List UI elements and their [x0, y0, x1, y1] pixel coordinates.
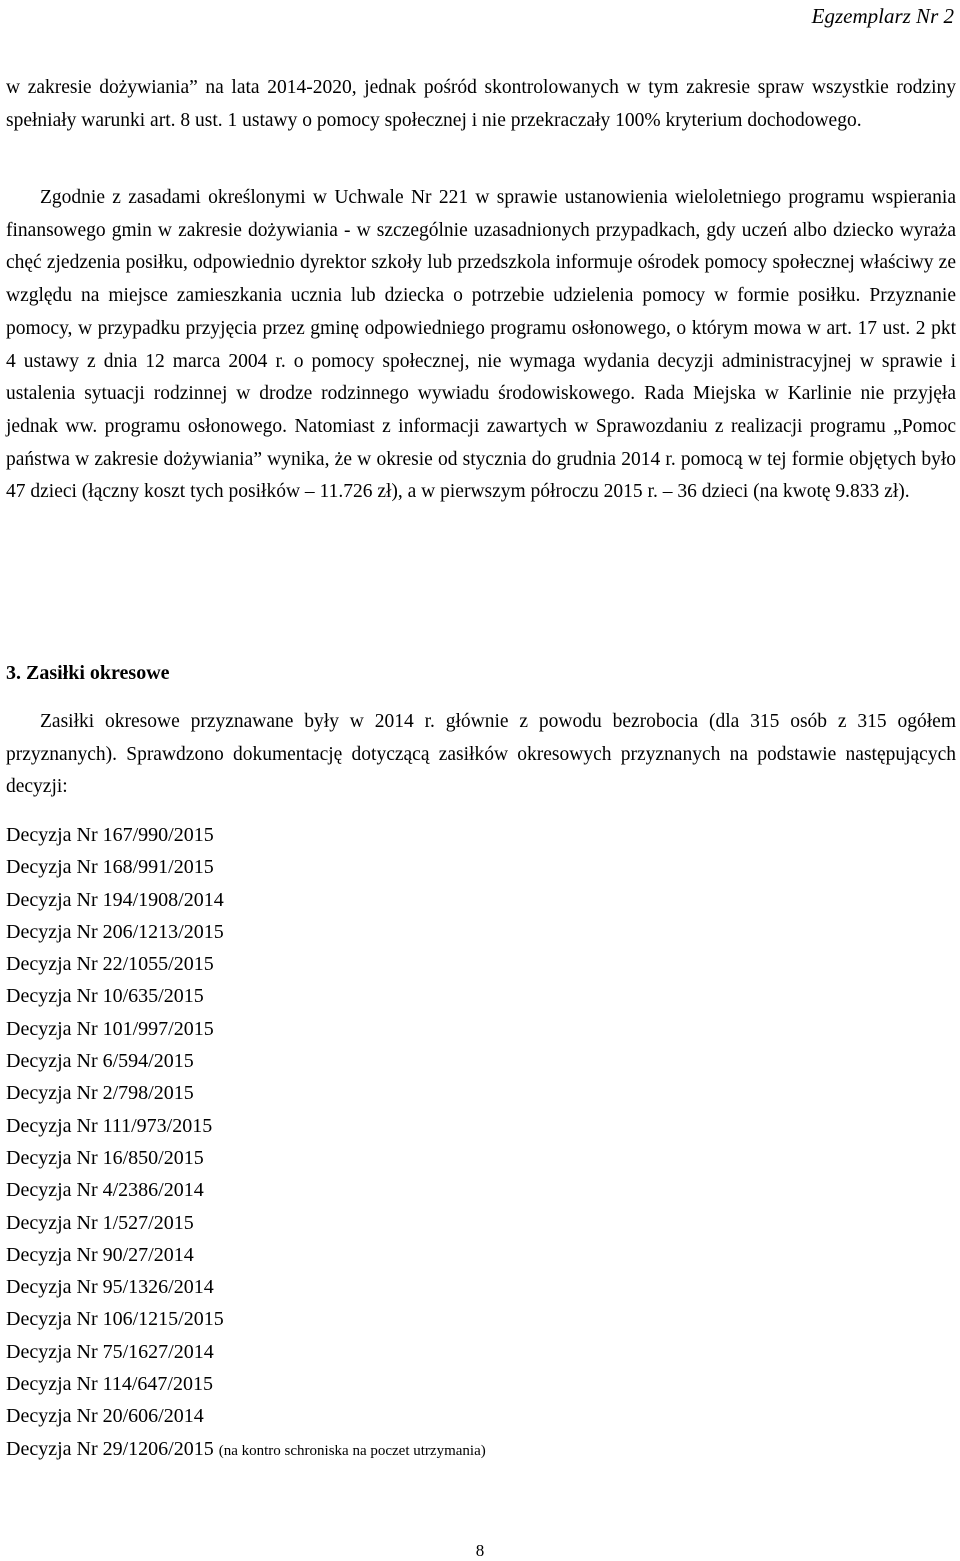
decision-number: Decyzja Nr 10/635/2015: [6, 985, 204, 1008]
copy-number-label: Egzemplarz Nr 2: [811, 4, 954, 28]
decision-item: [6, 1045, 486, 1077]
decision-item: [6, 1368, 486, 1400]
decision-number: Decyzja Nr 1/527/2015: [6, 1211, 194, 1234]
decision-number: Decyzja Nr 2/798/2015: [6, 1082, 194, 1105]
decision-note: (na kontro schroniska na poczet utrzymania): [218, 1442, 486, 1459]
decision-number: Decyzja Nr 6/594/2015: [6, 1050, 194, 1073]
decision-number: Decyzja Nr 16/850/2015: [6, 1146, 204, 1169]
decision-item: [6, 1077, 486, 1109]
decision-item: [6, 1142, 486, 1174]
decision-item: [6, 851, 486, 883]
decision-number: Decyzja Nr 29/1206/2015: [6, 1437, 214, 1460]
decision-item: [6, 1207, 486, 1239]
decision-number: Decyzja Nr 75/1627/2014: [6, 1340, 214, 1363]
decision-number: Decyzja Nr 206/1213/2015: [6, 920, 224, 943]
section-heading: 3. Zasiłki okresowe: [6, 662, 170, 684]
decision-item: [6, 980, 486, 1012]
decision-item: [6, 916, 486, 948]
decision-item: [6, 1303, 486, 1335]
decision-item: [6, 1174, 486, 1206]
decision-item: [6, 1110, 486, 1142]
paragraph-periodic-allowances: Zasiłki okresowe przyznawane były w 2014 r. głównie z powodu bezrobocia (dla 315 osób z 315 ogółem przyznanych). Sprawdzono dokumentację dotyczącą zasiłków okresowych przyznanych na podstawie następujących decyzji:: [6, 711, 956, 798]
decision-number: Decyzja Nr 90/27/2014: [6, 1243, 194, 1266]
paragraph-continuation: w zakresie dożywiania” na lata 2014-2020, jednak pośród skontrolowanych w tym zakresie spraw wszystkie rodziny spełniały warunki art. 8 ust. 1 ustawy o pomocy społecznej i nie przekraczały 100% kryterium dochodowego.: [6, 77, 956, 131]
paragraph-nutrition-rules: Zgodnie z zasadami określonymi w Uchwale Nr 221 w sprawie ustanowienia wieloletniego programu wspierania finansowego gmin w zakresie dożywiania - w szczególnie uzasadnionych przypadkach, gdy uczeń albo dziecko wyraża chęć zjedzenia posiłku, odpowiednio dyrektor szkoły lub przedszkola informuje ośrodek pomocy społecznej właściwy ze względu na miejsce zamieszkania ucznia lub dziecka o potrzebie udzielenia pomocy w formie posiłku. Przyznanie pomocy, w przypadku przyjęcia przez gminę odpowiedniego programu osłonowego, o którym mowa w art. 17 ust. 2 pkt 4 ustawy z dnia 12 marca 2004 r. o pomocy społecznej, nie wymaga wydania decyzji administracyjnej w sprawie i ustalenia sytuacji rodzinnej w drodze rodzinnego wywiadu środowiskowego. Rada Miejska w Karlinie nie przyjęła jednak ww. programu osłonowego. Natomiast z informacji zawartych w Sprawozdaniu z realizacji programu „Pomoc państwa w zakresie dożywiania” wynika, że w okresie od stycznia do grudnia 2014 r. pomocą w tej formie objętych było 47 dzieci (łączny koszt tych posiłków – 11.726 zł), a w pierwszym półroczu 2015 r. – 36 dzieci (na kwotę 9.833 zł).: [6, 187, 956, 503]
page-number: 8: [475, 1541, 485, 1560]
decision-number: Decyzja Nr 22/1055/2015: [6, 953, 214, 976]
decision-item: [6, 1433, 486, 1465]
decision-number: Decyzja Nr 101/997/2015: [6, 1017, 214, 1040]
decision-number: Decyzja Nr 106/1215/2015: [6, 1308, 224, 1331]
decision-item: [6, 948, 486, 980]
decision-list: [6, 819, 486, 1465]
decision-item: [6, 1239, 486, 1271]
decision-number: Decyzja Nr 168/991/2015: [6, 856, 214, 879]
decision-number: Decyzja Nr 4/2386/2014: [6, 1179, 204, 1202]
decision-number: Decyzja Nr 20/606/2014: [6, 1405, 204, 1428]
decision-item: [6, 1271, 486, 1303]
decision-number: Decyzja Nr 95/1326/2014: [6, 1276, 214, 1299]
decision-item: [6, 819, 486, 851]
decision-number: Decyzja Nr 114/647/2015: [6, 1373, 213, 1396]
decision-item: [6, 884, 486, 916]
decision-number: Decyzja Nr 194/1908/2014: [6, 888, 224, 911]
decision-number: Decyzja Nr 167/990/2015: [6, 824, 214, 846]
decision-number: Decyzja Nr 111/973/2015: [6, 1114, 213, 1137]
decision-item: [6, 1013, 486, 1045]
decision-item: [6, 1400, 486, 1432]
decision-item: [6, 1336, 486, 1368]
